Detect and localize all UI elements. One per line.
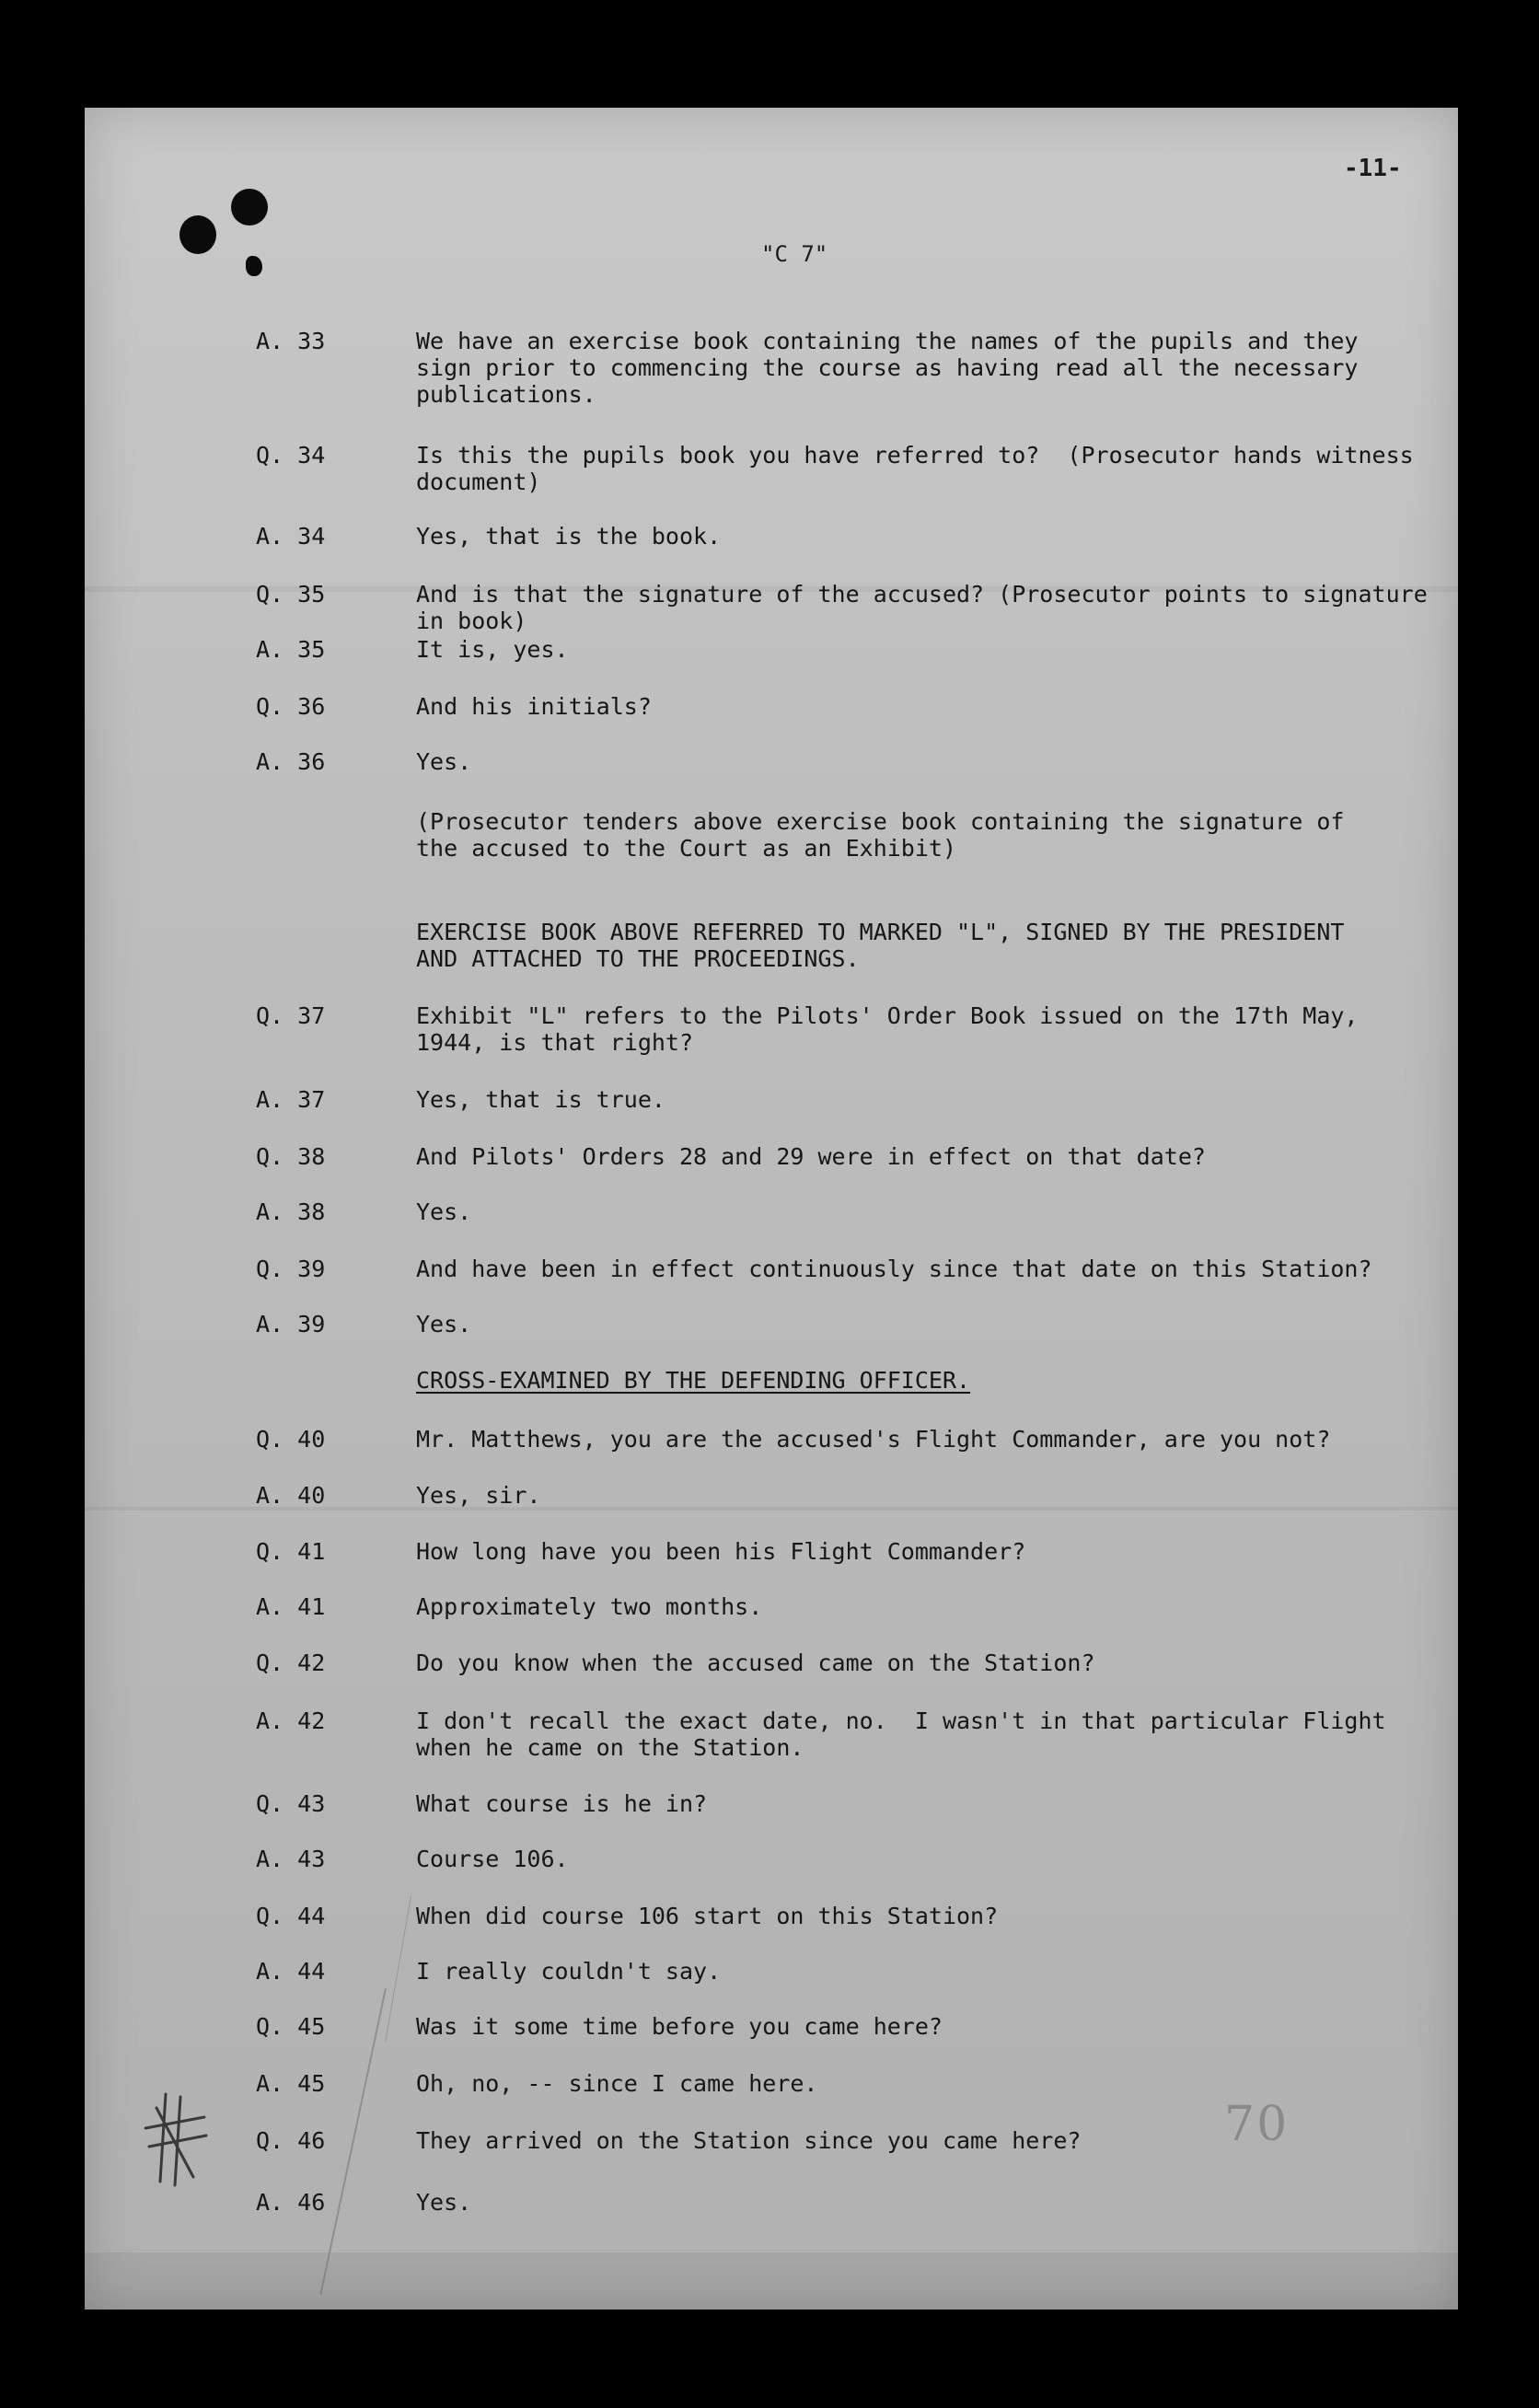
prosecutor-note: (Prosecutor tenders above exercise book containing the signature of the accused to the Court as an Exhibit) (416, 808, 1345, 862)
entry-label: A. 42 (256, 1708, 326, 1734)
page-number: -11- (1344, 155, 1402, 182)
entry-text: Yes, sir. (416, 1482, 541, 1509)
entry-text: Mr. Matthews, you are the accused's Flight Commander, are you not? (416, 1426, 1331, 1453)
entry-text: When did course 106 start on this Station? (416, 1903, 999, 1929)
entry-text: And his initials? (416, 693, 652, 720)
entry-label: A. 35 (256, 636, 326, 663)
ink-blot (231, 189, 268, 226)
entry-text: How long have you been his Flight Commander? (416, 1538, 1026, 1565)
entry-label: A. 37 (256, 1086, 326, 1113)
entry-label: Q. 36 (256, 693, 326, 720)
entry-label: A. 39 (256, 1311, 326, 1337)
entry-text: Yes, that is true. (416, 1086, 665, 1113)
entry-label: Q. 46 (256, 2127, 326, 2154)
entry-label: Q. 38 (256, 1143, 326, 1170)
hash-mark-icon (138, 2090, 212, 2191)
entry-text: Oh, no, -- since I came here. (416, 2070, 818, 2097)
entry-text: And Pilots' Orders 28 and 29 were in effect on that date? (416, 1143, 1206, 1170)
entry-label: Q. 41 (256, 1538, 326, 1565)
entry-text: Course 106. (416, 1846, 569, 1872)
entry-text: It is, yes. (416, 636, 569, 663)
entry-label: A. 46 (256, 2189, 326, 2216)
entry-text: Yes, that is the book. (416, 523, 722, 550)
entry-text: Yes. (416, 1311, 472, 1337)
entry-label: A. 44 (256, 1958, 326, 1985)
entry-label: Q. 39 (256, 1256, 326, 1282)
entry-label: Q. 44 (256, 1903, 326, 1929)
entry-label: Q. 45 (256, 2013, 326, 2040)
entry-label: A. 38 (256, 1198, 326, 1225)
entry-text: And have been in effect continuously since that date on this Station? (416, 1256, 1372, 1282)
entry-text: And is that the signature of the accused? (Prosecutor points to signature in book) (416, 581, 1428, 634)
entry-label: A. 45 (256, 2070, 326, 2097)
entry-label: A. 33 (256, 328, 326, 354)
entry-label: A. 34 (256, 523, 326, 550)
entry-text: We have an exercise book containing the names of the pupils and they sign prior to commencing the course as having read all the necessary publications. (416, 328, 1359, 408)
entry-text: I really couldn't say. (416, 1958, 722, 1985)
entry-text: Yes. (416, 748, 472, 775)
entry-label: A. 41 (256, 1593, 326, 1620)
entry-label: Q. 34 (256, 442, 326, 469)
document-reference: "C 7" (761, 241, 828, 267)
entry-text: Approximately two months. (416, 1593, 763, 1620)
ink-blot (246, 256, 262, 276)
entry-text: Do you know when the accused came on the Station? (416, 1650, 1095, 1676)
scan-artifact (85, 2252, 1458, 2310)
page-stamp-number: 70 (1224, 2097, 1290, 2152)
entry-label: A. 36 (256, 748, 326, 775)
entry-text: Is this the pupils book you have referred to? (Prosecutor hands witness document) (416, 442, 1414, 495)
entry-text: Exhibit "L" refers to the Pilots' Order Book issued on the 17th May, 1944, is that right? (416, 1002, 1359, 1056)
entry-label: Q. 42 (256, 1650, 326, 1676)
entry-label: Q. 37 (256, 1002, 326, 1029)
ink-blot (179, 215, 216, 254)
entry-label: Q. 35 (256, 581, 326, 608)
entry-label: Q. 43 (256, 1790, 326, 1817)
exhibit-heading: EXERCISE BOOK ABOVE REFERRED TO MARKED "L", SIGNED BY THE PRESIDENT AND ATTACHED TO THE PROCEEDINGS. (416, 919, 1345, 972)
cross-examination-heading: CROSS-EXAMINED BY THE DEFENDING OFFICER. (416, 1367, 971, 1394)
entry-label: A. 43 (256, 1846, 326, 1872)
entry-text: Was it some time before you came here? (416, 2013, 943, 2040)
entry-text: What course is he in? (416, 1790, 708, 1817)
entry-text: I don't recall the exact date, no. I wasn't in that particular Flight when he came on the Station. (416, 1708, 1386, 1761)
entry-label: Q. 40 (256, 1426, 326, 1453)
entry-text: They arrived on the Station since you came here? (416, 2127, 1082, 2154)
entry-text: Yes. (416, 2189, 472, 2216)
entry-text: Yes. (416, 1198, 472, 1225)
entry-label: A. 40 (256, 1482, 326, 1509)
